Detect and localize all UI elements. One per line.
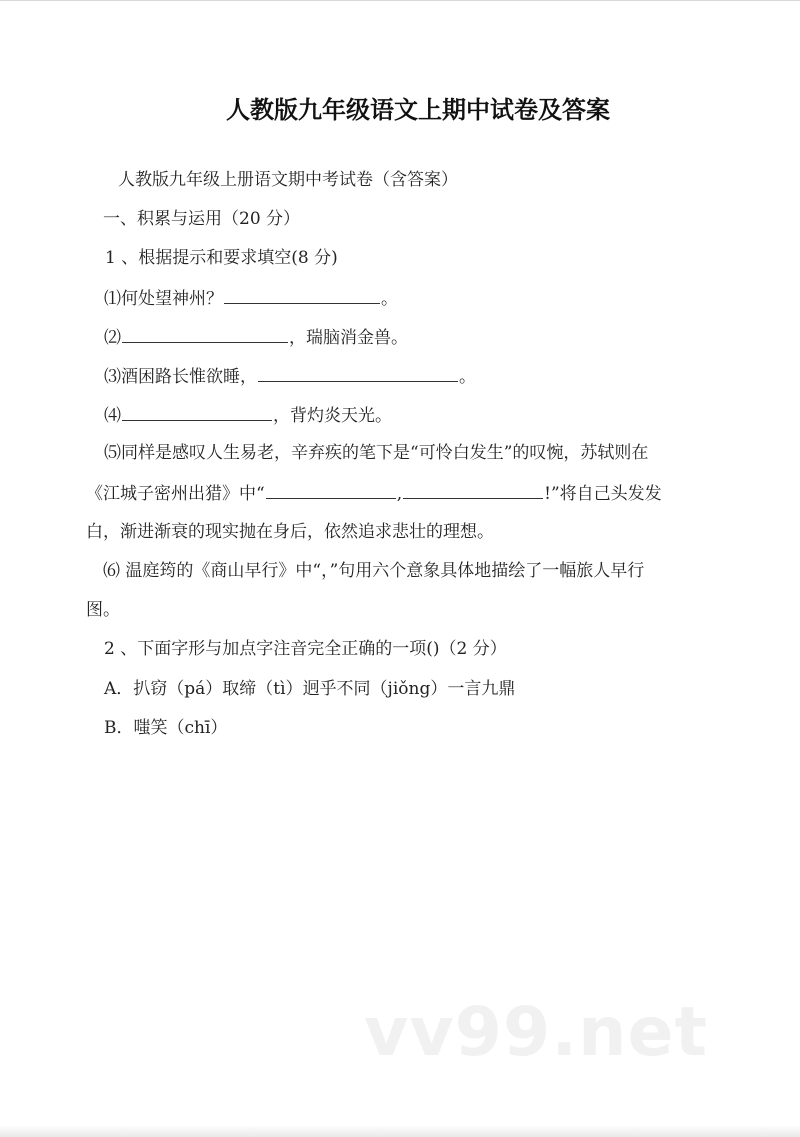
subtitle: 人教版九年级上册语文期中考试卷（含答案） (118, 170, 458, 190)
item-2-number: ⑵ (104, 328, 121, 348)
item-4-number: ⑷ (104, 406, 121, 426)
answer-blank (122, 325, 288, 343)
item-5-comma: , (396, 484, 403, 504)
answer-blank (122, 403, 272, 421)
page-top-edge (0, 0, 800, 1)
question-1-heading: 1 、根据提示和要求填空(8 分) (105, 248, 338, 268)
item-4-text: ，背灼炎天光。 (273, 406, 392, 426)
question-1-item-4 (104, 403, 392, 428)
question-1-item-6-line-1: ⑹ 温庭筠的《商山早行》中“，”句用六个意象具体地描绘了一幅旅人早行 (103, 561, 645, 581)
answer-blank (224, 286, 380, 304)
item-3-prompt: ⑶酒困路长惟欲睡， (104, 367, 257, 387)
item-1-end: 。 (381, 289, 398, 309)
document-title: 人教版九年级语文上期中试卷及答案 (226, 96, 610, 124)
answer-blank (266, 481, 396, 499)
item-5-tail: !”将自己头发发 (544, 484, 662, 504)
question-1-item-1 (104, 286, 398, 311)
question-1-item-6-line-2: 图。 (86, 600, 120, 620)
section-heading: 一、积累与运用（20 分） (103, 209, 301, 229)
watermark: vv99.net (364, 993, 709, 1072)
item-3-end: 。 (459, 367, 476, 387)
question-2-option-b: B．嗤笑（chī） (104, 718, 228, 738)
question-1-item-3 (104, 364, 476, 389)
question-1-item-2 (104, 325, 408, 350)
question-1-item-5-line-3: 白，渐进渐衰的现实抛在身后，依然追求悲壮的理想。 (86, 522, 494, 542)
answer-blank (258, 364, 458, 382)
item-2-text: ，瑞脑消金兽。 (289, 328, 408, 348)
answer-blank (403, 481, 543, 499)
item-1-prompt: ⑴何处望神州？ (104, 289, 223, 309)
item-5-source: 《江城子密州出猎》中“ (86, 484, 265, 504)
question-2-option-a: A．扒窃（pá）取缔（tì）迥乎不同（jiǒng）一言九鼎 (104, 679, 516, 699)
question-1-item-5-line-1: ⑸同样是感叹人生易老，辛弃疾的笔下是“可怜白发生”的叹惋，苏轼则在 (104, 443, 649, 463)
page-bottom-edge (0, 1125, 800, 1137)
question-1-item-5-line-2 (86, 481, 662, 506)
question-2-heading: 2 、下面字形与加点字注音完全正确的一项()（2 分） (104, 639, 507, 659)
